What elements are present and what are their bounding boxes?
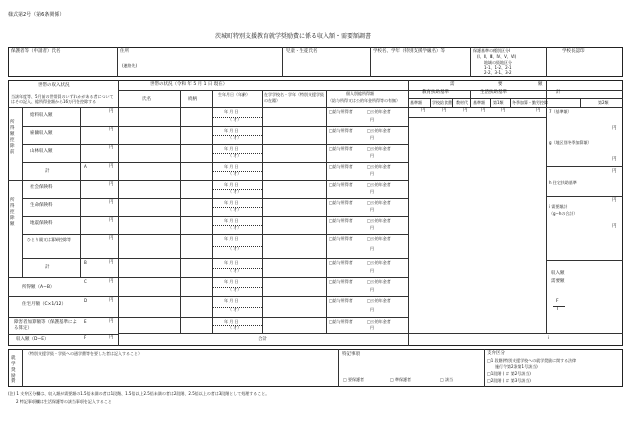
demand-col-b: 学校給食費	[432, 100, 452, 105]
status-option-pension[interactable]: □公的年金者	[367, 182, 391, 187]
status-option-pension[interactable]: □公的年金者	[367, 146, 391, 151]
income-row-unit: 円	[109, 218, 114, 223]
demand-item: （g−hの合計）	[549, 211, 578, 216]
income-row-label: 雇傭収入額	[30, 131, 53, 136]
income-row-unit: 円	[109, 182, 114, 187]
demand-col-g: 冬季加算・勤労控除	[512, 100, 548, 105]
status-option-pension[interactable]: □公的年金者	[367, 319, 391, 324]
support-option-2[interactable]: □1段階 ( ＃ 第2号該当)	[487, 371, 531, 376]
support-option-1[interactable]: □1 段階(特別支援学校への就学奨励に関する法律	[487, 358, 577, 363]
status-yen: 円	[370, 325, 374, 330]
status-option-salary[interactable]: □給与所得者	[329, 218, 353, 223]
status-option-salary[interactable]: □給与所得者	[329, 200, 353, 205]
status-option-pension[interactable]: □公的年金者	[367, 164, 391, 169]
demand-sub-total: 計	[556, 90, 561, 95]
birth-date: 年 月 日	[224, 109, 239, 114]
col-status-sub: （給与所得又は公的年金所得等の有無）	[328, 98, 400, 103]
demand-item-unit: 円	[612, 198, 617, 203]
birth-date: 年 月 日	[224, 279, 239, 284]
status-option-pension[interactable]: □公的年金者	[367, 279, 391, 284]
total-row-label: 収入額（D−E）	[16, 337, 49, 342]
remarks-label: 就学奨励費	[11, 356, 16, 385]
income-subtotal-label: 計	[45, 169, 50, 174]
category-label: 保護基準の種別区分Ⅰ	[473, 48, 511, 53]
status-option-pension[interactable]: □公的年金者	[367, 200, 391, 205]
support-label: 支弁区分	[487, 351, 505, 356]
col-birth: 生年月日（年齢）	[218, 92, 250, 97]
total-row-code: D	[84, 298, 88, 303]
total-row-unit: 円	[109, 335, 114, 340]
birth-date: 年 月 日	[224, 128, 239, 133]
status-yen: 円	[370, 189, 374, 194]
status-option-salary[interactable]: □給与所得者	[329, 128, 353, 133]
household-total-label: 合計	[258, 337, 267, 342]
col-school: 在学学校名・学年（特別支援学級の在籍）	[264, 92, 324, 103]
code-b: B	[84, 260, 87, 265]
income-row-unit: 円	[109, 145, 114, 150]
support-option-3[interactable]: □2段階 ( ＃ 第3号該当)	[487, 378, 531, 383]
status-option-salary[interactable]: □給与所得者	[329, 319, 353, 324]
income-row-label: 社会保険料	[30, 185, 53, 190]
option-protected[interactable]: □ 要保護者	[343, 377, 365, 382]
income-row-unit: 円	[109, 127, 114, 132]
income-row-unit: 円	[109, 260, 114, 265]
total-row-unit: 円	[109, 319, 114, 324]
footnote-1: (注) 1 支弁区分欄は、収入額が需要額の1.5倍未満の者は1段階、1.5倍以上2.5倍未満の者は2段階、2.5倍以上の者は3段階として処理すること。	[8, 391, 270, 396]
age-text: （ 才）	[228, 325, 242, 330]
demand-row-yen: 円	[501, 108, 506, 113]
total-row-code: E	[84, 319, 87, 324]
total-row-code: C	[84, 279, 87, 284]
birth-date: 年 月 日	[224, 164, 239, 169]
demand-sub-life: 生活扶助基準	[480, 90, 507, 95]
status-yen: 円	[370, 225, 374, 230]
status-yen: 円	[370, 246, 374, 251]
address-label: 住所	[120, 49, 129, 54]
birth-date: 年 月 日	[224, 236, 239, 241]
status-yen: 円	[370, 171, 374, 176]
total-row-unit: 円	[109, 298, 114, 303]
age-text: （ 才）	[228, 246, 242, 251]
region-values-2: 2-2、3-1、3-2	[484, 70, 512, 75]
demand-item-unit: 円	[612, 157, 617, 162]
phone-label: (連絡先)	[122, 63, 138, 68]
support-option-1b: 施行令第2条第1号該当)	[495, 364, 538, 369]
option-other[interactable]: □ 該当	[440, 377, 454, 382]
demand-yen: 円	[612, 224, 617, 229]
side-label-income: 所得額控除前	[10, 120, 15, 156]
income-row-label: 地震保険料	[30, 221, 53, 226]
status-yen: 円	[370, 306, 374, 312]
income-row-unit: 円	[109, 236, 114, 241]
age-text: （ 才）	[228, 171, 242, 176]
status-option-salary[interactable]: □給与所得者	[329, 109, 353, 114]
birth-date: 年 月 日	[224, 298, 239, 303]
age-text: （ 才）	[228, 153, 242, 158]
status-option-pension[interactable]: □公的年金者	[367, 260, 391, 265]
status-yen: 円	[370, 135, 374, 140]
ratio-label-demand: 需要額	[551, 279, 565, 284]
demand-heading-2: 要	[498, 82, 503, 87]
status-yen: 円	[370, 116, 374, 122]
col-name: 氏名	[142, 97, 151, 102]
main-table	[8, 80, 623, 346]
demand-col-f: 第2類	[598, 100, 609, 105]
status-option-salary[interactable]: □給与所得者	[329, 182, 353, 187]
demand-heading-3: 額	[538, 82, 543, 87]
ratio-top: F	[556, 299, 559, 304]
status-option-pension[interactable]: □公的年金者	[367, 236, 391, 241]
status-option-salary[interactable]: □給与所得者	[329, 298, 353, 303]
income-row-unit: 円	[109, 200, 114, 205]
birth-date: 年 月 日	[224, 319, 239, 324]
guardian-label: 保護者等（申請者）氏名	[11, 49, 61, 54]
demand-col-a: 基準額	[410, 100, 422, 105]
side-label-deduction: 所得控除額	[10, 198, 15, 228]
total-row-unit: 円	[109, 279, 114, 284]
footnote-2: 2 特記事項欄は生活保護等の該当事項を記入すること	[16, 399, 112, 404]
total-row-code: F	[84, 335, 87, 340]
category-values: (Ⅰ、Ⅱ、Ⅲ、Ⅳ、Ⅴ、Ⅵ)	[477, 54, 517, 59]
status-option-pension[interactable]: □公的年金者	[367, 218, 391, 223]
birth-date: 年 月 日	[224, 218, 239, 223]
code-a: A	[84, 164, 87, 169]
birth-date: 年 月 日	[224, 260, 239, 265]
demand-item: h 住宅扶助基準	[549, 180, 577, 185]
demand-row-yen: 円	[481, 108, 486, 113]
age-text: （ 才）	[228, 306, 242, 312]
income-row-label: 生命保険料	[30, 203, 53, 208]
demand-col-d: 基準額	[473, 100, 485, 105]
result-label: 学校長認印	[562, 49, 585, 54]
age-text: （ 才）	[228, 116, 242, 122]
demand-item: g（地区別冬季加算額）	[549, 140, 592, 145]
demand-row-yen: 円	[442, 108, 447, 113]
age-text: （ 才）	[228, 207, 242, 212]
col-relation: 続柄	[188, 97, 197, 102]
ratio-bottom: I	[557, 307, 559, 312]
age-text: （ 才）	[228, 189, 242, 194]
demand-item: 7（基準額）	[549, 109, 572, 114]
demand-col-e: 第1類	[493, 100, 504, 105]
special-label: 特記事項	[342, 352, 360, 357]
income-note: 当該年度等、5月前の世帯員のいずれかがある者についてはその記入、総所得金額から16万円を控除する	[11, 94, 114, 105]
birth-date: 年 月 日	[224, 182, 239, 187]
total-row-label: 所得額（A−B）	[22, 285, 55, 290]
income-row-unit: 円	[109, 164, 114, 169]
age-text: （ 才）	[228, 267, 242, 273]
status-option-pension[interactable]: □公的年金者	[367, 128, 391, 133]
income-row-label: 山林収入額	[30, 149, 53, 154]
region-label: 地域の級地区分	[484, 60, 512, 65]
age-text: （ 才）	[228, 135, 242, 140]
status-yen: 円	[370, 286, 374, 292]
income-row-unit: 円	[109, 109, 114, 114]
status-yen: 円	[370, 153, 374, 158]
status-option-salary[interactable]: □給与所得者	[329, 260, 353, 265]
birth-date: 年 月 日	[224, 200, 239, 205]
remarks-note: （特別支援学級・学級への通学費等を要した者は記入すること）	[26, 351, 142, 356]
school-label: 学校名、学年（特別支援学級名）等	[373, 49, 445, 54]
demand-item: i 需要額計	[549, 204, 568, 209]
demand-heading-1: 需	[450, 82, 455, 87]
status-yen: 円	[370, 207, 374, 212]
income-row-label: 給料収入額	[30, 113, 53, 118]
demand-row-yen: 円	[536, 108, 541, 113]
demand-sub-education: 教育扶助基準	[422, 90, 449, 95]
total-row-label: 住宅月額（C×1/12）	[22, 302, 67, 307]
col-status: 個人別総所得額	[346, 91, 374, 96]
age-text: （ 才）	[228, 225, 242, 230]
demand-total-mark: i	[548, 335, 550, 340]
demand-row-yen: 円	[463, 108, 468, 113]
birth-date: 年 月 日	[224, 146, 239, 151]
demand-col-c: 教材代	[456, 100, 468, 105]
ratio-label-income: 収入額	[551, 271, 565, 276]
age-text: （ 才）	[228, 286, 242, 292]
form-label: 様式第2号（第6条関係）	[8, 12, 65, 18]
page-title: 茨城町特別支援教育就学奨励費に係る収入額・需要額調書	[215, 33, 372, 40]
status-option-salary[interactable]: □給与所得者	[329, 146, 353, 151]
deduction-subtotal-label: 計	[45, 265, 50, 270]
child-label: 児童・生徒氏名	[286, 49, 318, 54]
demand-row-yen: 円	[421, 108, 426, 113]
status-option-salary[interactable]: □給与所得者	[329, 279, 353, 284]
household-heading: 世帯の状況（令和 年 5 月 1 日 現在）	[150, 82, 228, 87]
region-values-1: 1-1、1-2、2-1	[484, 65, 512, 70]
status-option-pension[interactable]: □公的年金者	[367, 298, 391, 303]
income-row-label: ひとり親又は寡婦控除等	[27, 237, 71, 242]
status-yen: 円	[370, 267, 374, 273]
option-semi-protected[interactable]: □ 準保護者	[390, 377, 412, 382]
income-heading: 世帯の収入状況	[38, 83, 70, 88]
status-option-salary[interactable]: □給与所得者	[329, 236, 353, 241]
demand-item-unit: 円	[612, 126, 617, 131]
status-option-pension[interactable]: □公的年金者	[367, 109, 391, 114]
total-row-label: 障害者加算額等（保護基準による算定）	[14, 320, 77, 332]
demand-item-unit: 円	[612, 169, 617, 174]
status-option-salary[interactable]: □給与所得者	[329, 164, 353, 169]
